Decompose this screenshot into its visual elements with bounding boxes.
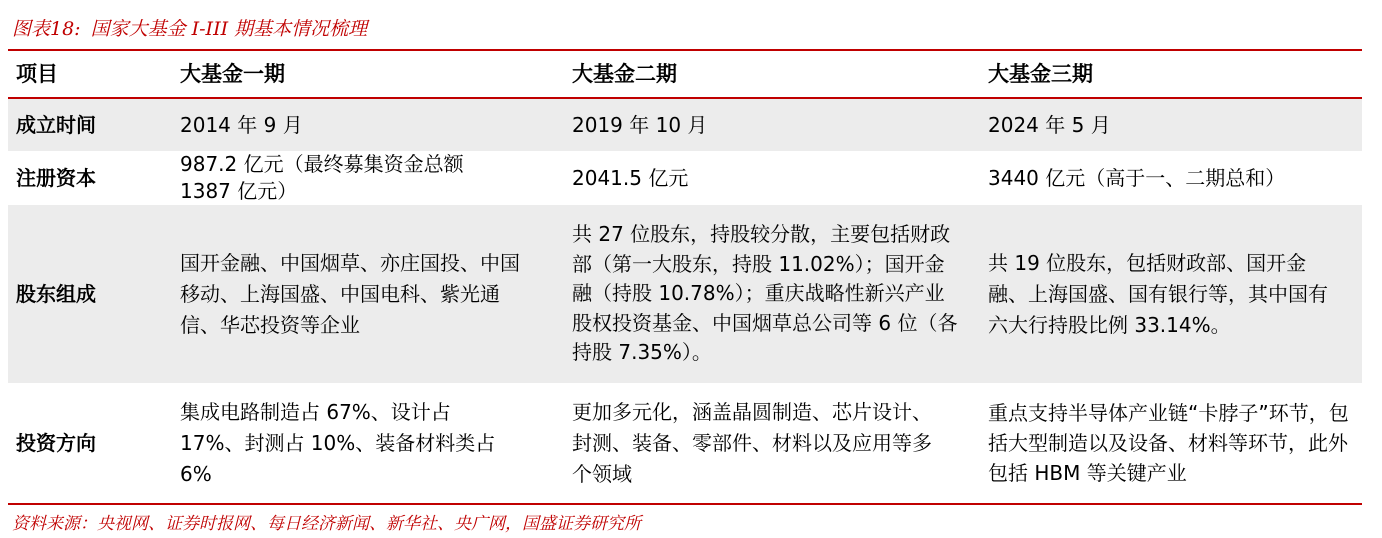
cell-phase1 (170, 383, 558, 504)
header-phase2: 大基金二期 (558, 51, 976, 98)
cell-text: 共 27 位股东，持股较分散，主要包括财政部（第一大股东，持股 11.02%）；国开金融（持股 10.78%）；重庆战略性新兴产业股权投资基金、中国烟草总公司等 6 位（各持股 7.35%）。 (572, 222, 958, 365)
table-header-row (8, 51, 1362, 98)
table-row-investment-direction (8, 383, 1362, 504)
figure-title-text: 国家大基金 I-III 期基本情况梳理 (90, 18, 368, 40)
cell-phase1 (170, 151, 558, 205)
cell-phase3: 2024 年 5 月 (976, 98, 1362, 151)
row-label: 注册资本 (16, 165, 96, 190)
table-row-shareholders (8, 205, 1362, 383)
row-label: 成立时间 (8, 98, 170, 151)
cell-text: 共 19 位股东，包括财政部、国开金融、上海国盛、国有银行等，其中国有六大行持股比例 33.14%。 (988, 250, 1328, 337)
cell-phase3 (976, 383, 1362, 504)
fund-comparison-table (8, 51, 1362, 505)
cell-phase3: 3440 亿元（高于一、二期总和） (988, 165, 1286, 190)
source-note: 资料来源：央视网、证券时报网、每日经济新闻、新华社、央广网，国盛证券研究所 (12, 514, 641, 534)
cell-text: 集成电路制造占 67%、设计占 17%、封测占 10%、装备材料类占 6% (180, 399, 496, 486)
cell-text: 重点支持半导体产业链“卡脖子”环节，包括大型制造以及设备、材料等环节，此外包括 HBM 等关键产业 (988, 401, 1349, 485)
row-label: 投资方向 (8, 383, 170, 504)
figure-label: 图表18: (12, 18, 81, 40)
cell-phase2 (558, 383, 976, 504)
header-item: 项目 (8, 51, 170, 98)
header-phase3: 大基金三期 (976, 51, 1362, 98)
cell-text: 987.2 亿元（最终募集资金总额 1387 亿元） (180, 152, 464, 203)
cell-text: 国开金融、中国烟草、亦庄国投、中国移动、上海国盛、中国电科、紫光通信、华芯投资等企业 (180, 250, 520, 337)
cell-phase1 (170, 205, 558, 383)
header-phase1: 大基金一期 (170, 51, 558, 98)
cell-phase2 (558, 205, 976, 383)
figure-title (12, 14, 367, 41)
cell-phase2: 2041.5 亿元 (572, 165, 689, 190)
row-label: 股东组成 (8, 205, 170, 383)
table-row-establish-date (8, 98, 1362, 151)
cell-text: 更加多元化，涵盖晶圆制造、芯片设计、封测、装备、零部件、材料以及应用等多个领域 (572, 399, 932, 486)
cell-phase1: 2014 年 9 月 (170, 98, 558, 151)
table-row-registered-capital (8, 151, 1362, 205)
cell-phase3 (976, 205, 1362, 383)
cell-phase2: 2019 年 10 月 (558, 98, 976, 151)
